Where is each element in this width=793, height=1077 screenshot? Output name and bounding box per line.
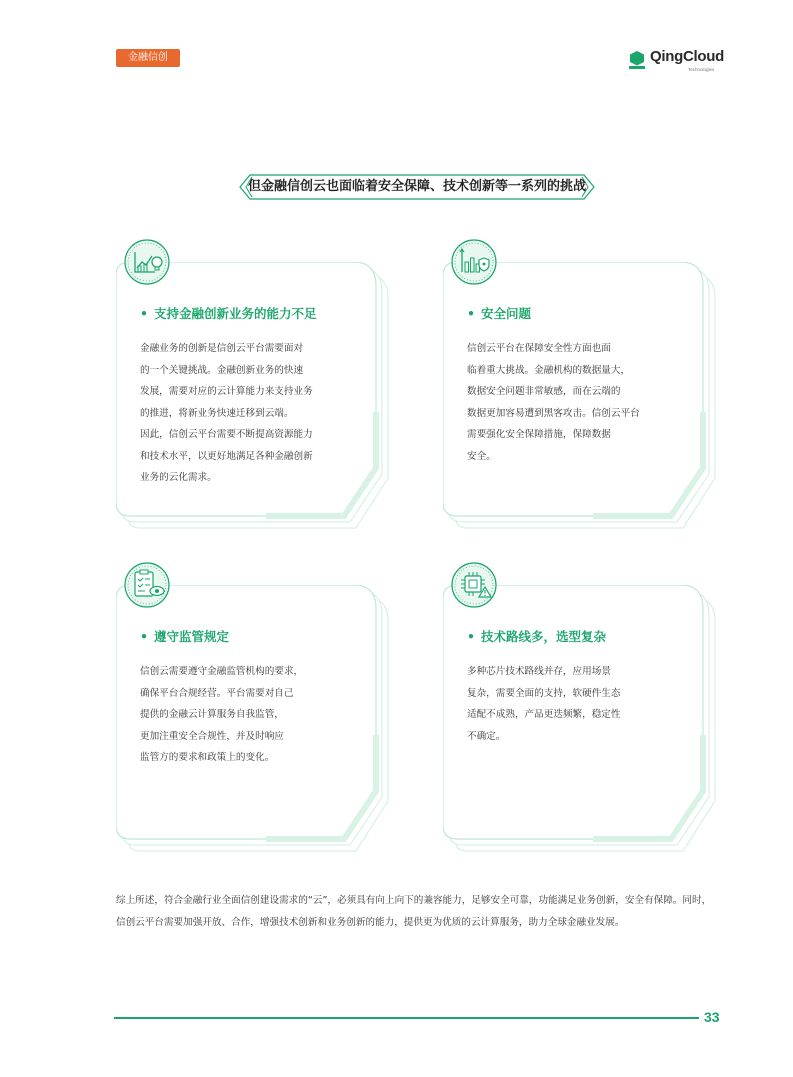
- card-title: • 支持金融创新业务的能力不足: [140, 306, 317, 321]
- card-innovation-capability: [116, 262, 391, 542]
- card-body: 信创云需要遵守金融监管机构的要求， 确保平台合规经营。平台需要对自己 提供的金融云计算服务自我监管， 更加注重安全合规性，并及时响应 监管方的要求和政策上的变化。: [140, 666, 304, 763]
- card-tech-routes: [443, 585, 718, 865]
- challenge-banner: [238, 174, 596, 200]
- card-regulation: [116, 585, 391, 865]
- card-body: 多种芯片技术路线并存，应用场景 复杂，需要全面的支持，软硬件生态 适配不成熟，产品更迭频繁，稳定性 不确定。: [467, 666, 621, 742]
- chart-bulb-icon: [123, 238, 171, 286]
- card-security: [443, 262, 718, 542]
- chip-warning-icon: [450, 561, 498, 609]
- page-number: 33: [704, 1009, 720, 1025]
- section-tag: 金融信创: [116, 49, 180, 67]
- logo-text: QingCloud: [650, 48, 724, 65]
- footer-line: [114, 1017, 699, 1019]
- card-title: • 技术路线多，选型复杂: [467, 629, 607, 644]
- bar-shield-icon: [450, 238, 498, 286]
- card-title: • 遵守监管规定: [140, 629, 230, 644]
- logo-subtext: Technologies: [688, 67, 715, 72]
- card-title: • 安全问题: [467, 306, 532, 321]
- checklist-eye-icon: [123, 561, 171, 609]
- card-body: 金融业务的创新是信创云平台需要面对 的一个关键挑战。金融创新业务的快速 发展，需要对应的云计算能力来支持业务 的推进，将新业务快速迁移到云端。 因此，信创云平台需要不断提高资源能力 和技术水平，以更好地满足各种金融创新 业务的云化需求。: [140, 343, 313, 483]
- card-body: 信创云平台在保障安全性方面也面 临着重大挑战。金融机构的数据量大， 数据安全问题非常敏感，而在云端的 数据更加容易遭到黑客攻击。信创云平台 需要强化安全保障措施，保障数据 安全。: [467, 343, 640, 462]
- summary-paragraph: 综上所述，符合金融行业全面信创建设需求的“云”，必须具有向上向下的兼容能力，足够安全可靠，功能满足业务创新，安全有保障。同时， 信创云平台需要加强开放、合作，增强技术创新和业务创新的能力，提供更为优质的云计算服务，助力全球金融业发展。: [116, 895, 712, 928]
- banner-text: 但金融信创云也面临着安全保障、技术创新等一系列的挑战: [247, 179, 586, 194]
- logo-cube-icon: [628, 50, 646, 70]
- qingcloud-logo: [628, 48, 728, 74]
